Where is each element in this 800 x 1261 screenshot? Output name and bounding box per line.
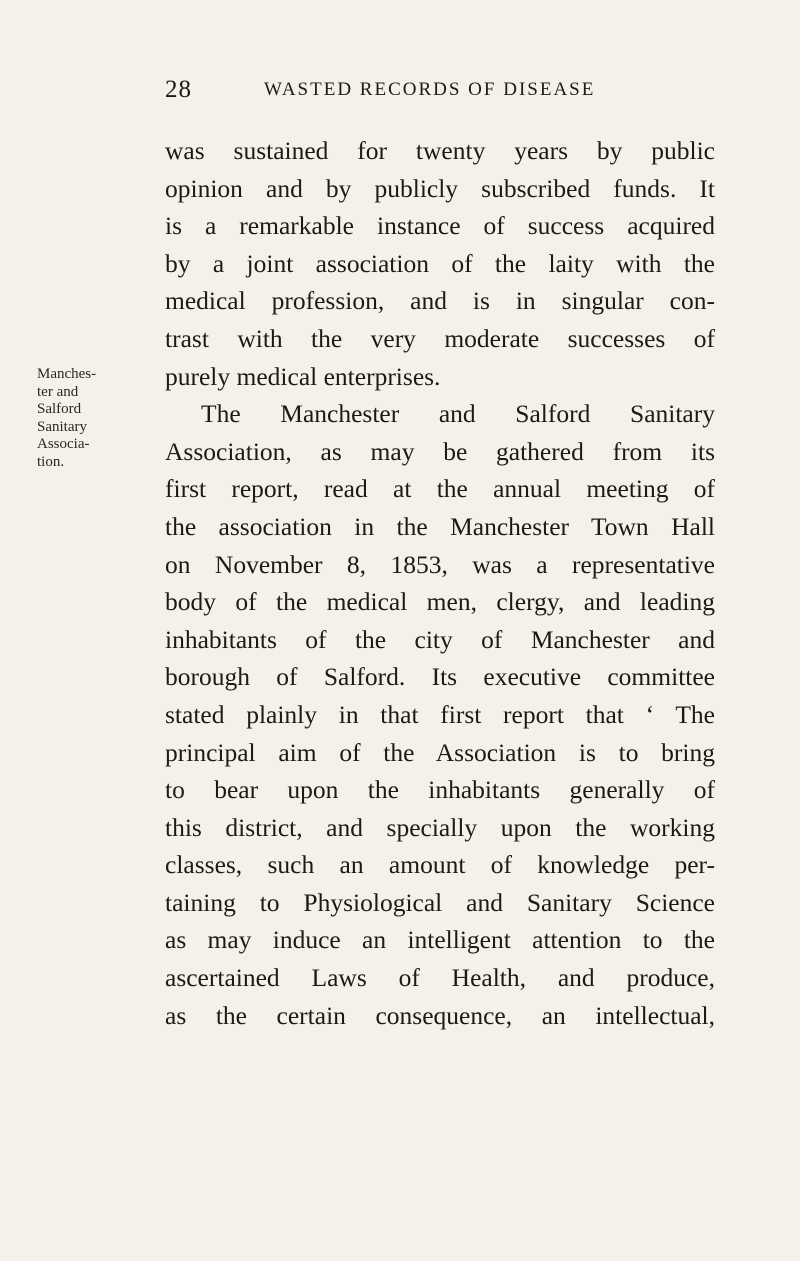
page-number: 28 [165, 76, 192, 103]
body-text [165, 132, 715, 1034]
text-line: was sustained for twenty years by public [165, 136, 715, 165]
text-line-paragraph-start: The Manchester and Salford Sanitary [201, 399, 715, 429]
marginal-note-line: Sanitary [37, 418, 87, 435]
text-line: is a remarkable instance of success acquired [165, 211, 715, 241]
marginal-note [37, 366, 129, 471]
text-line: the association in the Manchester Town Hall [165, 511, 715, 541]
marginal-note-line: tion. [37, 453, 65, 470]
text-line: classes, such an amount of knowledge per- [165, 850, 715, 880]
text-line-paragraph-end: purely medical enterprises. [165, 361, 441, 391]
running-title: WASTED RECORDS OF DISEASE [264, 79, 596, 100]
text-line: on November 8, 1853, was a representative [165, 549, 715, 579]
text-line: stated plainly in that first report that ‘ The [165, 699, 715, 729]
text-line: taining to Physiological and Sanitary Science [165, 887, 715, 917]
text-line: principal aim of the Association is to bring [165, 737, 715, 767]
text-line: trast with the very moderate successes of [165, 323, 715, 353]
text-line: to bear upon the inhabitants generally of [165, 775, 715, 805]
text-line: medical profession, and is in singular con- [165, 286, 715, 316]
text-line: by a joint association of the laity with the [165, 248, 715, 278]
marginal-note-line: Salford [37, 401, 82, 417]
text-line: inhabitants of the city of Manchester and [165, 624, 715, 654]
text-line: borough of Salford. Its executive committee [165, 662, 715, 692]
marginal-note-line: Manches- [37, 366, 97, 382]
text-line: as the certain consequence, an intellectual, [165, 1000, 715, 1030]
text-line: body of the medical men, clergy, and leading [165, 587, 715, 617]
text-line: as may induce an intelligent attention to the [165, 925, 715, 955]
text-line: this district, and specially upon the working [165, 812, 715, 842]
text-line: opinion and by publicly subscribed funds. It [165, 173, 715, 203]
text-line: first report, read at the annual meeting of [165, 474, 715, 504]
text-line: ascertained Laws of Health, and produce, [165, 963, 715, 993]
marginal-note-line: ter and [37, 383, 79, 400]
text-line: Association, as may be gathered from its [165, 436, 715, 466]
marginal-note-line: Associa- [37, 436, 90, 452]
running-head [0, 76, 800, 108]
